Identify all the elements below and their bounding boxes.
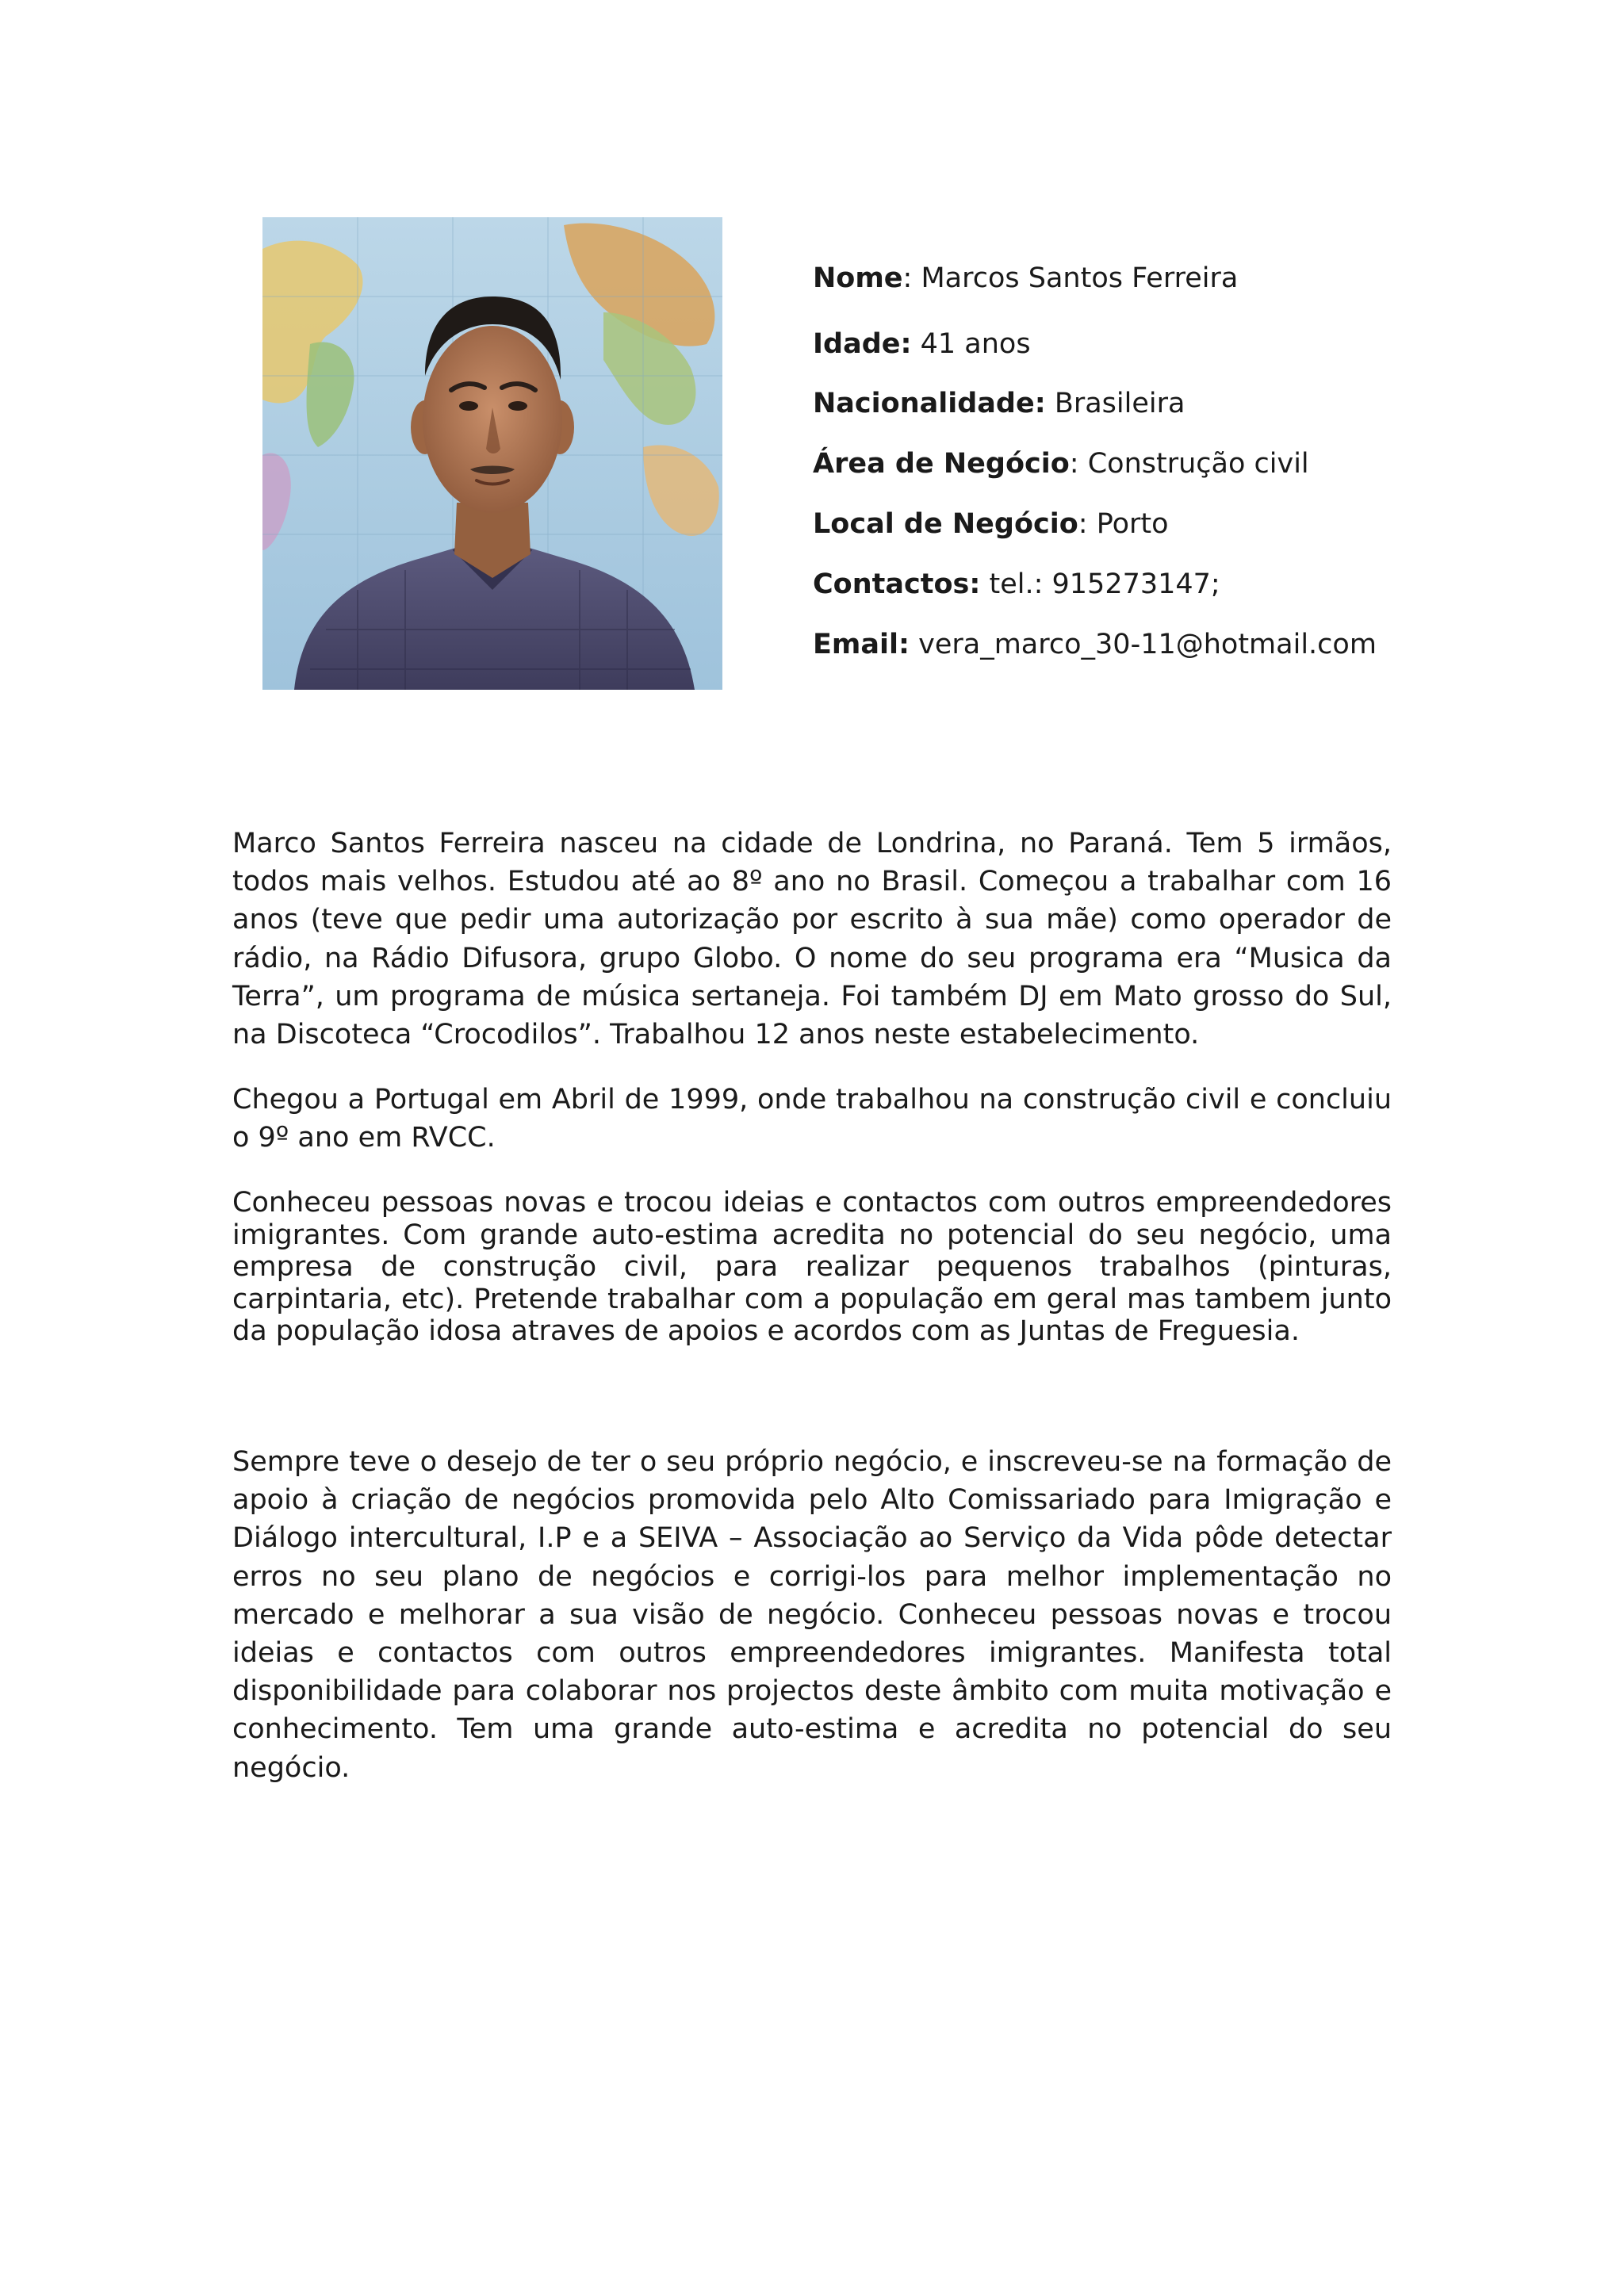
bio-paragraph-3: Conheceu pessoas novas e trocou ideias e contactos com outros empreendedores imigrantes. Com grande auto-estima acredita no potencial do seu negócio, uma empresa de construção civil, para realizar pequenos trabalhos (pinturas, carpintaria, etc). Pretende trabalhar com a população em geral mas tambem junto da população idosa atraves de apoios e acordos com as Juntas de Freguesia.	[232, 1187, 1392, 1348]
field-value: : Construção civil	[1069, 448, 1309, 480]
field-label: Email:	[813, 629, 910, 660]
field-area-de-negocio	[813, 444, 1309, 484]
field-label: Área de Negócio	[813, 448, 1070, 480]
field-label: Contactos:	[813, 568, 981, 600]
bio-paragraph-4: Sempre teve o desejo de ter o seu próprio negócio, e inscreveu-se na formação de apoio à criação de negócios promovida pelo Alto Comissariado para Imigração e Diálogo intercultural, I.P e a SEIVA – Associação ao Serviço da Vida pôde detectar erros no seu plano de negócios e corrigi-los para melhor implementação no mercado e melhorar a sua visão de negócio. Conheceu pessoas novas e trocou ideias e contactos com outros empreendedores imigrantes. Manifesta total disponibilidade para colaborar nos projectos deste âmbito com muita motivação e conhecimento. Tem uma grande auto-estima e acredita no potencial do seu negócio.	[232, 1446, 1392, 1784]
bio-paragraph-2: Chegou a Portugal em Abril de 1999, onde trabalhou na construção civil e concluiu o 9º ano em RVCC.	[232, 1084, 1392, 1154]
field-value: Brasileira	[1045, 388, 1185, 419]
field-idade	[813, 324, 1031, 364]
bio-paragraph-1: Marco Santos Ferreira nasceu na cidade de Londrina, no Paraná. Tem 5 irmãos, todos mais velhos. Estudou até ao 8º ano no Brasil. Começou a trabalhar com 16 anos (teve que pedir uma autorização por escrito à sua mãe) como operador de rádio, na Rádio Difusora, grupo Globo. O nome do seu programa era “Musica da Terra”, um programa de música sertaneja. Foi também DJ em Mato grosso do Sul, na Discoteca “Crocodilos”. Trabalhou 12 anos neste estabelecimento.	[232, 828, 1392, 1051]
portrait-photo-icon	[262, 217, 722, 690]
field-value: tel.: 915273147;	[980, 568, 1220, 600]
field-label: Idade:	[813, 328, 912, 360]
field-value: vera_marco_30-11@hotmail.com	[910, 629, 1377, 660]
field-label: Nacionalidade:	[813, 388, 1046, 419]
field-label: Nome	[813, 262, 903, 294]
field-value: : Porto	[1078, 508, 1169, 540]
field-contactos	[813, 564, 1220, 604]
field-value: 41 anos	[911, 328, 1031, 360]
field-nome	[813, 258, 1238, 298]
field-local-de-negocio	[813, 504, 1169, 544]
portrait-photo	[262, 217, 722, 690]
field-value: : Marcos Santos Ferreira	[902, 262, 1239, 294]
field-label: Local de Negócio	[813, 508, 1078, 540]
field-nacionalidade	[813, 384, 1185, 423]
field-email	[813, 625, 1377, 664]
